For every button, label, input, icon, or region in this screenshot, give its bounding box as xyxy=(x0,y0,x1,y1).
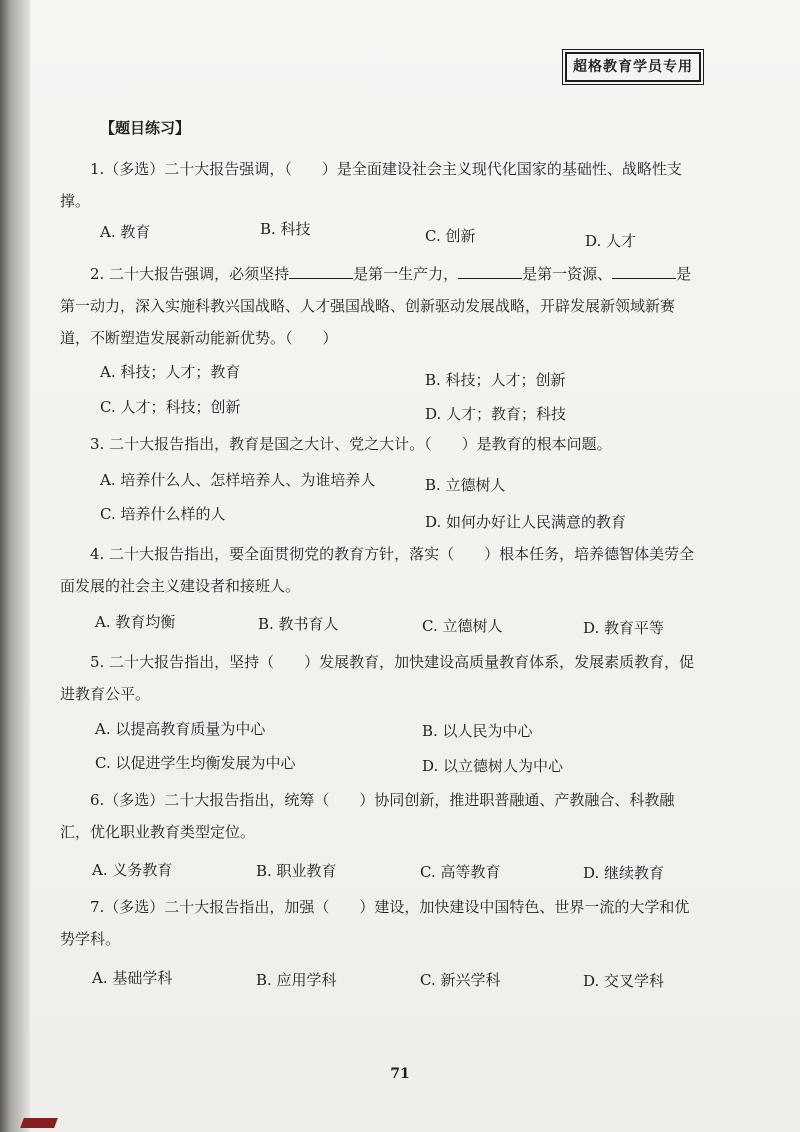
header-badge: 超格教育学员专用 xyxy=(565,52,701,82)
question-6-option-a: A. 义务教育 xyxy=(92,861,173,879)
question-5-option-d: D. 以立德树人为中心 xyxy=(422,757,564,775)
question-1-option-c: C. 创新 xyxy=(425,227,476,245)
question-2-blank-3 xyxy=(612,264,676,279)
question-2-text-part-1: 2. 二十大报告强调，必须坚持 xyxy=(90,265,290,283)
question-6-option-b: B. 职业教育 xyxy=(256,862,337,880)
question-5-option-c: C. 以促进学生均衡发展为中心 xyxy=(95,754,296,772)
question-4-option-a: A. 教育均衡 xyxy=(95,613,176,631)
question-2-option-c: C. 人才；科技；创新 xyxy=(100,398,241,416)
question-7-option-b: B. 应用学科 xyxy=(256,971,337,989)
question-3-option-a: A. 培养什么人、怎样培养人、为谁培养人 xyxy=(100,471,376,489)
question-4-option-c: C. 立德树人 xyxy=(422,617,503,635)
question-2-blank-2 xyxy=(458,264,522,279)
question-3-option-c: C. 培养什么样的人 xyxy=(100,505,226,523)
question-1-option-b: B. 科技 xyxy=(260,220,311,238)
question-4-option-b: B. 教书育人 xyxy=(258,615,339,633)
question-7-option-d: D. 交叉学科 xyxy=(583,972,665,990)
section-title: 【题目练习】 xyxy=(100,119,191,137)
question-7-text: 7.（多选）二十大报告指出，加强（ ）建设，加快建设中国特色、世界一流的大学和优势学科。 xyxy=(60,898,690,948)
question-2-blank-1 xyxy=(289,264,353,279)
question-2-text xyxy=(60,258,700,354)
question-6-text: 6.（多选）二十大报告指出，统筹（ ）协同创新，推进职普融通、产教融合、科教融汇，优化职业教育类型定位。 xyxy=(60,791,675,841)
question-7-option-a: A. 基础学科 xyxy=(92,969,173,987)
question-2-option-a: A. 科技；人才；教育 xyxy=(100,363,241,381)
question-5-option-b: B. 以人民为中心 xyxy=(422,722,533,740)
question-2-text-part-2: 是第一生产力， xyxy=(353,265,459,283)
question-5-text: 5. 二十大报告指出，坚持（ ）发展教育，加快建设高质量教育体系，发展素质教育，促进教育公平。 xyxy=(60,653,695,703)
question-4-option-d: D. 教育平等 xyxy=(583,619,665,637)
question-7-option-c: C. 新兴学科 xyxy=(420,971,501,989)
question-1-option-a: A. 教育 xyxy=(100,223,151,241)
question-3-option-b: B. 立德树人 xyxy=(425,476,506,494)
question-3-text: 3. 二十大报告指出，教育是国之大计、党之大计。（ ）是教育的根本问题。 xyxy=(90,435,612,453)
page-binding-edge xyxy=(0,0,30,1132)
corner-mark xyxy=(20,1118,58,1128)
question-6-option-c: C. 高等教育 xyxy=(420,863,501,881)
question-5-option-a: A. 以提高教育质量为中心 xyxy=(95,720,266,738)
question-1-text: 1.（多选）二十大报告强调，（ ）是全面建设社会主义现代化国家的基础性、战略性支撑。 xyxy=(60,160,682,210)
question-2-text-part-4: 是第一动力，深入实施科教兴国战略、人才强国战略、创新驱动发展战略，开辟发展新领域新赛道，不断塑造发展新动能新优势。（ ） xyxy=(60,265,692,347)
page-number: 71 xyxy=(390,1066,410,1082)
question-2-text-part-3: 是第一资源、 xyxy=(522,265,613,283)
question-2-option-d: D. 人才；教育；科技 xyxy=(425,405,567,423)
question-6-option-d: D. 继续教育 xyxy=(583,864,665,882)
question-2-option-b: B. 科技；人才；创新 xyxy=(425,371,566,389)
question-4-text: 4. 二十大报告指出，要全面贯彻党的教育方针，落实（ ）根本任务，培养德智体美劳全面发展的社会主义建设者和接班人。 xyxy=(60,545,695,595)
question-1-option-d: D. 人才 xyxy=(585,232,637,250)
question-3-option-d: D. 如何办好让人民满意的教育 xyxy=(425,513,627,531)
